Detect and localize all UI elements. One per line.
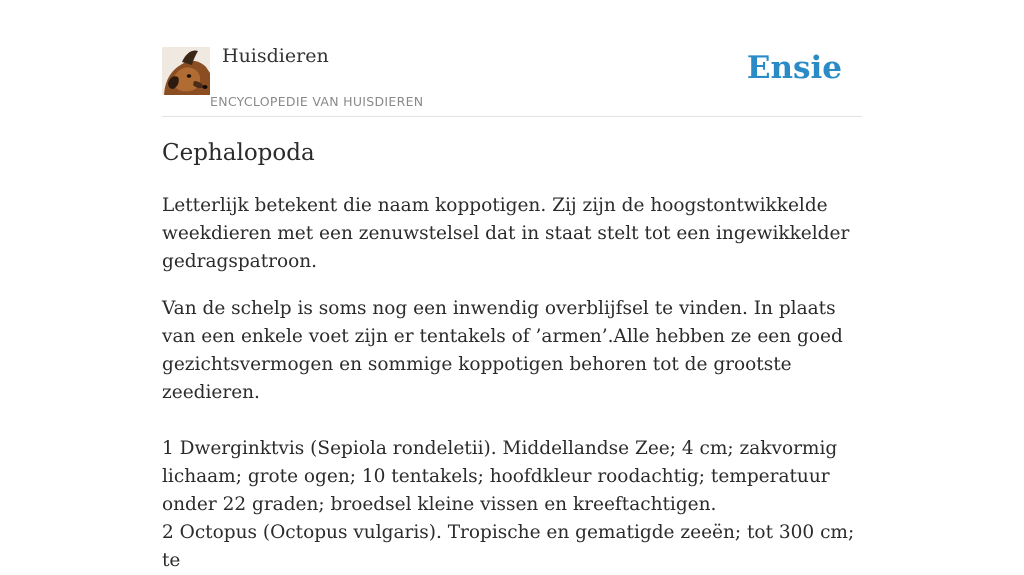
article-title: Cephalopoda xyxy=(162,140,315,166)
article-paragraph: Letterlijk betekent die naam koppotigen. Zij zijn de hoogstontwikkelde weekdieren met een zenuwstelsel dat in staat stelt tot een ingewikkelder gedragspatroon. xyxy=(162,195,850,272)
article-body xyxy=(162,192,862,575)
list-item: 2 Octopus (Octopus vulgaris). Tropische en gematigde zeeën; tot 300 cm; te xyxy=(162,522,855,571)
site-name[interactable]: Huisdieren xyxy=(222,45,329,67)
site-tagline: ENCYCLOPEDIE VAN HUISDIEREN xyxy=(210,94,424,109)
avatar[interactable] xyxy=(162,47,210,95)
list-item: 1 Dwerginktvis (Sepiola rondeletii). Middellandse Zee; 4 cm; zakvormig lichaam; grote ogen; 10 tentakels; hoofdkleur roodachtig; temperatuur onder 22 graden; broedsel kleine vissen en kreeftachtigen. xyxy=(162,438,838,515)
article-paragraph: Van de schelp is soms nog een inwendig overblijfsel te vinden. In plaats van een enkele voet zijn er tentakels of ’armen’.Alle hebben ze een goed gezichtsvermogen en sommige koppotigen behoren tot de grootste zeedieren. xyxy=(162,298,843,403)
site-header xyxy=(162,0,862,117)
ensie-logo-link[interactable]: Ensie xyxy=(746,50,842,86)
page-container xyxy=(162,0,862,571)
paragraph-spacer xyxy=(162,407,862,435)
dog-photo-icon xyxy=(162,47,210,95)
